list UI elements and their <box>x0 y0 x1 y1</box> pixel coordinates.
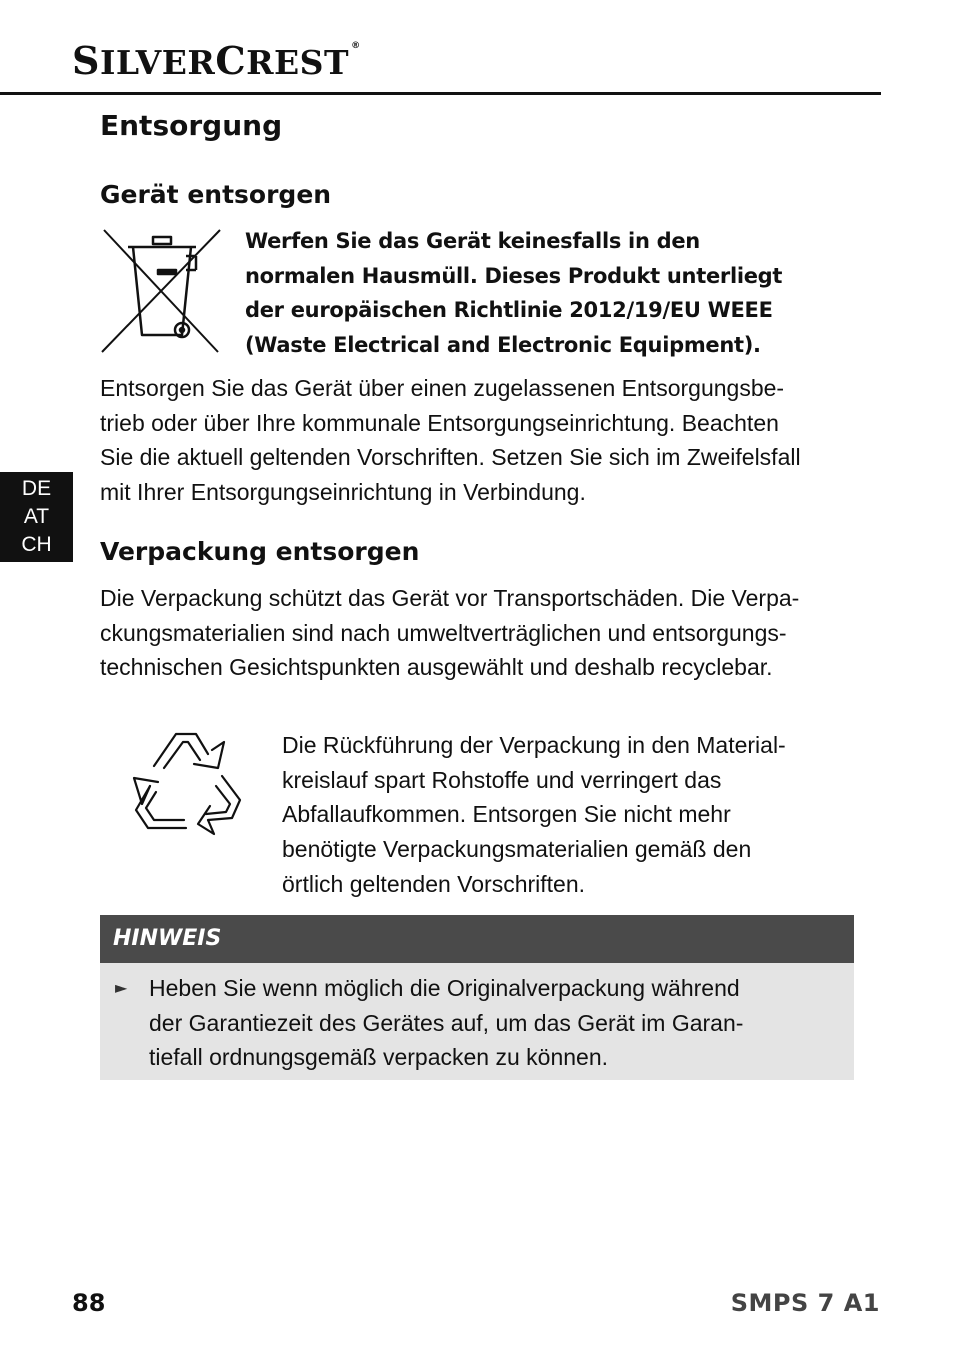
text-line: der Garantiezeit des Gerätes auf, um das Gerät im Garan- <box>149 1009 744 1036</box>
logo-text-rest: REST <box>246 43 350 82</box>
text-line: Entsorgen Sie das Gerät über einen zugelassenen Entsorgungsbe- <box>100 375 785 401</box>
header-rule <box>0 92 881 95</box>
language-tab <box>0 472 73 562</box>
text-line: tiefall ordnungsgemäß verpacken zu können. <box>149 1044 609 1071</box>
text-line: Sie die aktuell geltenden Vorschriften. Setzen Sie sich im Zweifelsfall <box>100 444 801 471</box>
logo-letter-c: C <box>215 38 247 83</box>
text-line: Die Verpackung schützt das Gerät vor Transportschäden. Die Verpa- <box>100 585 800 611</box>
logo-text-ilver: ILVER <box>99 43 216 82</box>
warning-line: Werfen Sie das Gerät keinesfalls in den <box>245 229 700 253</box>
weee-warning <box>245 224 865 363</box>
bullet-arrow-icon: ► <box>115 978 128 997</box>
text-line: örtlich geltenden Vorschriften. <box>282 870 586 897</box>
device-disposal-heading: Gerät entsorgen <box>100 180 332 209</box>
brand-logo <box>72 40 361 83</box>
note-text <box>149 971 743 1075</box>
device-disposal-text <box>100 371 870 510</box>
warning-line: (Waste Electrical and Electronic Equipment). <box>245 333 761 358</box>
text-line: kreislauf spart Rohstoffe und verringert das <box>282 766 722 793</box>
text-line: trieb oder über Ihre kommunale Entsorgungseinrichtung. Beachten <box>100 409 779 436</box>
model-name: SMPS 7 A1 <box>730 1289 880 1317</box>
text-line: Abfallaufkommen. Entsorgen Sie nicht mehr <box>282 801 731 828</box>
text-line: benötigte Verpackungsmaterialien gemäß den <box>282 836 752 863</box>
text-line: ckungsmaterialien sind nach umweltverträglichen und entsorgungs- <box>100 619 787 646</box>
registered-mark: ® <box>351 41 361 51</box>
warning-line: der europäischen Richtlinie 2012/19/EU WEEE <box>245 298 773 323</box>
language-at: AT <box>23 505 50 528</box>
logo-letter-s: S <box>72 38 100 83</box>
page-number: 88 <box>72 1289 106 1317</box>
note-title: HINWEIS <box>100 915 854 963</box>
recycle-icon <box>128 728 246 838</box>
text-line: mit Ihrer Entsorgungseinrichtung in Verbindung. <box>100 479 586 506</box>
packaging-disposal-heading: Verpackung entsorgen <box>100 537 420 566</box>
text-line: Heben Sie wenn möglich die Originalverpackung während <box>149 975 740 1001</box>
section-title: Entsorgung <box>100 109 283 142</box>
recycling-text <box>282 728 786 902</box>
language-ch: CH <box>21 533 52 556</box>
warning-line: normalen Hausmüll. Dieses Produkt unterliegt <box>245 263 783 288</box>
language-de: DE <box>21 477 52 500</box>
text-line: Die Rückführung der Verpackung in den Material- <box>282 732 786 758</box>
crossed-out-wheelie-bin-icon <box>100 226 224 356</box>
packaging-disposal-text <box>100 581 870 685</box>
text-line: technischen Gesichtspunkten ausgewählt und deshalb recyclebar. <box>100 654 773 681</box>
